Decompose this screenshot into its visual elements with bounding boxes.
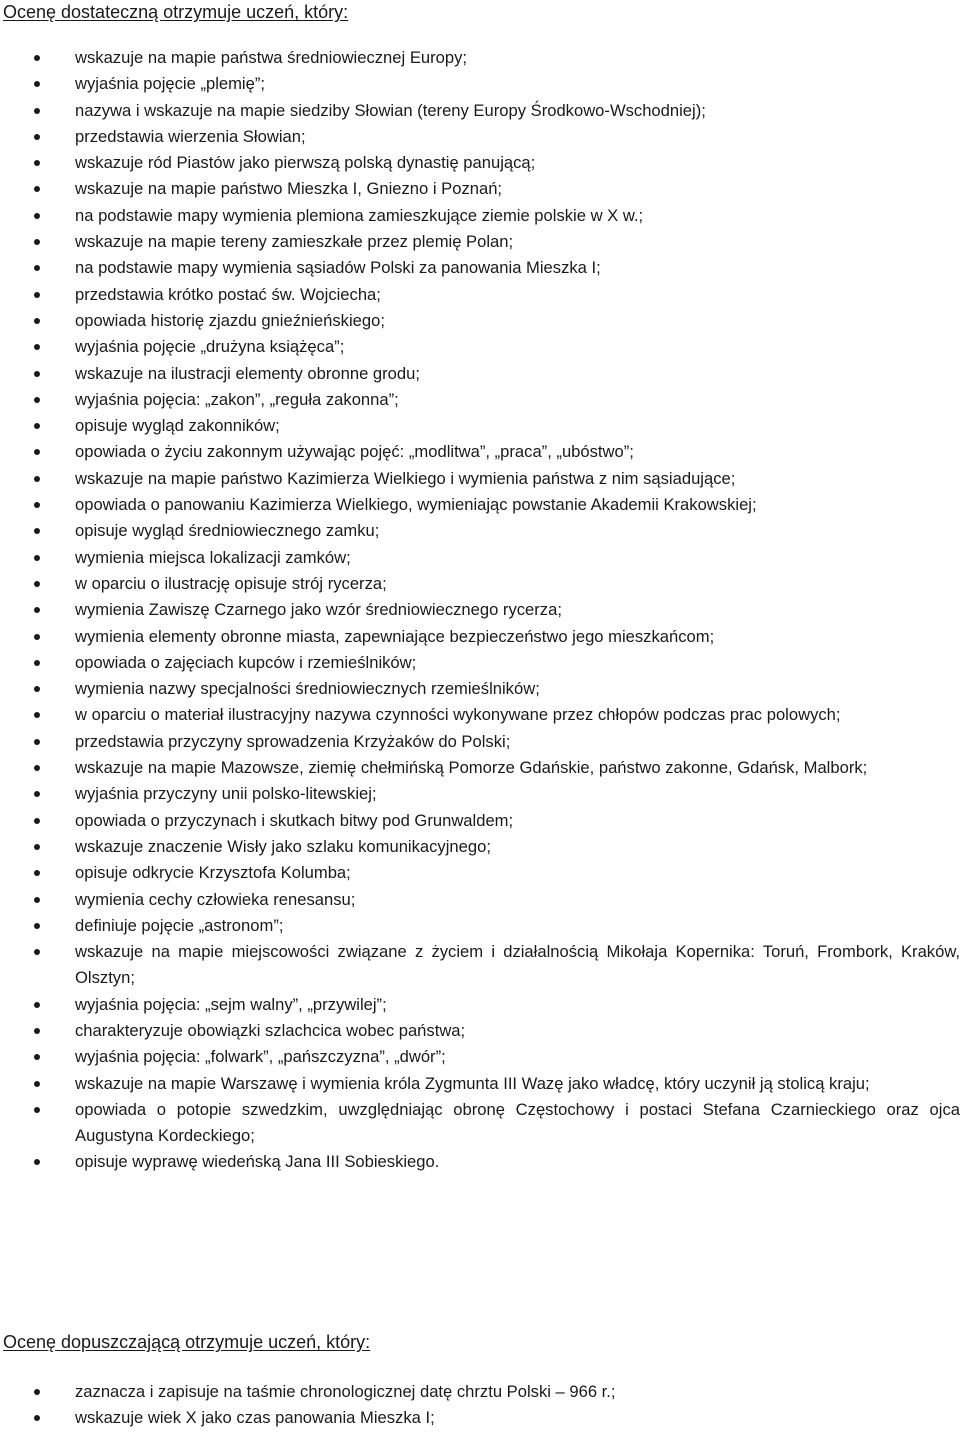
bullet-icon xyxy=(34,476,40,482)
bullet-icon xyxy=(34,1415,40,1421)
bullet-icon xyxy=(34,634,40,640)
list-item-text: wskazuje znaczenie Wisły jako szlaku komunikacyjnego; xyxy=(75,836,491,856)
list-item xyxy=(0,518,960,544)
list-item xyxy=(0,781,960,807)
list-item xyxy=(0,1018,960,1044)
list-item-text: wyjaśnia pojęcia: „sejm walny”, „przywilej”; xyxy=(75,994,387,1014)
bullet-icon xyxy=(34,818,40,824)
list-item-text: opowiada o zajęciach kupców i rzemieślników; xyxy=(75,652,417,672)
list-item-text: przedstawia wierzenia Słowian; xyxy=(75,126,306,146)
list-item-text: wskazuje ród Piastów jako pierwszą polską dynastię panującą; xyxy=(75,153,536,173)
list-item-text: wskazuje na mapie państwa średniowiecznej Europy; xyxy=(75,48,468,67)
list-item-text: na podstawie mapy wymienia sąsiadów Polski za panowania Mieszka I; xyxy=(75,258,601,278)
list-item xyxy=(0,1071,960,1097)
list-item xyxy=(0,755,960,781)
bullet-icon xyxy=(34,765,40,771)
bullet-icon xyxy=(34,1081,40,1087)
list-item-text: definiuje pojęcie „astronom”; xyxy=(75,915,284,935)
bullet-icon xyxy=(34,555,40,561)
list-item xyxy=(0,808,960,834)
list-item xyxy=(0,650,960,676)
list-item xyxy=(0,597,960,623)
list-item-text: w oparciu o ilustrację opisuje strój rycerza; xyxy=(75,573,387,593)
list-item-text: opisuje wygląd średniowiecznego zamku; xyxy=(75,521,380,541)
list-item-text: opowiada o przyczynach i skutkach bitwy pod Grunwaldem; xyxy=(75,810,514,830)
list-item xyxy=(0,1044,960,1070)
list-item xyxy=(0,150,960,176)
bullet-icon xyxy=(34,1054,40,1060)
bullet-icon xyxy=(34,449,40,455)
list-item xyxy=(0,466,960,492)
bullet-icon xyxy=(34,213,40,219)
bullet-icon xyxy=(34,502,40,508)
list-item xyxy=(0,992,960,1018)
list-item-text: wskazuje na mapie miejscowości związane z życiem i działalnością Mikołaja Kopernika: Toruń, Frombork, Kraków, Olsztyn; xyxy=(75,942,960,988)
bullet-icon xyxy=(34,686,40,692)
list-item-text: wskazuje na ilustracji elementy obronne grodu; xyxy=(75,363,420,383)
list-item xyxy=(0,334,960,360)
bullet-icon xyxy=(34,528,40,534)
list-item-text: opisuje odkrycie Krzysztofa Kolumba; xyxy=(75,863,351,883)
bullet-icon xyxy=(34,1028,40,1034)
list-item xyxy=(0,255,960,281)
list-item xyxy=(0,860,960,886)
bullet-icon xyxy=(34,397,40,403)
list-item-text: wyjaśnia przyczyny unii polsko-litewskiej; xyxy=(75,784,377,804)
list-item-text: opisuje wyprawę wiedeńską Jana III Sobieskiego. xyxy=(75,1152,440,1172)
list-item xyxy=(0,98,960,124)
bullet-icon xyxy=(34,318,40,324)
list-item-text: wskazuje na mapie Mazowsze, ziemię chełmińską Pomorze Gdańskie, państwo zakonne, Gdańsk, Malbork; xyxy=(75,758,868,778)
list-item xyxy=(0,729,960,755)
list-item-text: wskazuje na mapie państwo Mieszka I, Gniezno i Poznań; xyxy=(75,179,503,199)
bullet-icon xyxy=(34,423,40,429)
list-item xyxy=(0,229,960,255)
list-item xyxy=(0,676,960,702)
bullet-icon xyxy=(34,186,40,192)
bullet-icon xyxy=(34,923,40,929)
bullet-icon xyxy=(34,607,40,613)
bullet-icon xyxy=(34,1159,40,1165)
bullet-icon xyxy=(34,712,40,718)
list-item xyxy=(0,203,960,229)
list-item-text: wskazuje na mapie tereny zamieszkałe przez plemię Polan; xyxy=(75,232,514,252)
list-item xyxy=(0,45,960,71)
list-item-text: nazywa i wskazuje na mapie siedziby Słowian (tereny Europy Środkowo-Wschodniej); xyxy=(75,100,706,120)
list-item xyxy=(0,308,960,334)
bullet-icon xyxy=(34,108,40,114)
list-item-text: wymienia Zawiszę Czarnego jako wzór średniowiecznego rycerza; xyxy=(75,600,562,620)
section-heading-dopuszczajaca: Ocenę dopuszczającą otrzymuje uczeń, który: xyxy=(3,1332,371,1352)
list-item-text: wskazuje na mapie państwo Kazimierza Wielkiego i wymienia państwa z nim sąsiadujące; xyxy=(75,468,736,488)
list-item xyxy=(0,702,960,728)
list-item-text: wymienia cechy człowieka renesansu; xyxy=(75,889,356,909)
list-item xyxy=(0,1149,960,1175)
bullet-icon xyxy=(34,739,40,745)
list-item-text: wskazuje na mapie Warszawę i wymienia króla Zygmunta III Wazę jako władcę, który uczynił ją stolicą kraju; xyxy=(75,1073,870,1093)
bullet-icon xyxy=(34,265,40,271)
list-item-text: wymienia miejsca lokalizacji zamków; xyxy=(75,547,351,567)
list-item-text: wymienia nazwy specjalności średniowiecznych rzemieślników; xyxy=(75,679,540,699)
criteria-list-dopuszczajaca xyxy=(0,1379,960,1432)
bullet-icon xyxy=(34,239,40,245)
bullet-icon xyxy=(34,134,40,140)
bullet-icon xyxy=(34,160,40,166)
list-item-text: opisuje wygląd zakonników; xyxy=(75,416,280,436)
list-item-text: wymienia elementy obronne miasta, zapewniające bezpieczeństwo jego mieszkańcom; xyxy=(75,626,715,646)
bullet-icon xyxy=(34,791,40,797)
list-item xyxy=(0,545,960,571)
list-item-text: przedstawia krótko postać św. Wojciecha; xyxy=(75,284,381,304)
list-item xyxy=(0,1097,960,1150)
list-item xyxy=(0,834,960,860)
list-item xyxy=(0,1405,960,1431)
list-item xyxy=(0,492,960,518)
bullet-icon xyxy=(34,1107,40,1113)
list-item-text: opowiada o panowaniu Kazimierza Wielkiego, wymieniając powstanie Akademii Krakowskiej; xyxy=(75,495,757,515)
bullet-icon xyxy=(34,1389,40,1395)
bullet-icon xyxy=(34,660,40,666)
list-item xyxy=(0,71,960,97)
list-item xyxy=(0,624,960,650)
list-item xyxy=(0,282,960,308)
list-item-text: przedstawia przyczyny sprowadzenia Krzyżaków do Polski; xyxy=(75,731,511,751)
bullet-icon xyxy=(34,344,40,350)
criteria-list-dostateczna xyxy=(0,45,960,1176)
bullet-icon xyxy=(34,81,40,87)
list-item-text: wyjaśnia pojęcia: „zakon”, „reguła zakonna”; xyxy=(75,389,399,409)
list-item xyxy=(0,571,960,597)
bullet-icon xyxy=(34,292,40,298)
list-item xyxy=(0,387,960,413)
list-item-text: opowiada o życiu zakonnym używając pojęć: „modlitwa”, „praca”, „ubóstwo”; xyxy=(75,442,634,462)
list-item xyxy=(0,887,960,913)
list-item xyxy=(0,439,960,465)
bullet-icon xyxy=(34,844,40,850)
list-item-text: w oparciu o materiał ilustracyjny nazywa czynności wykonywane przez chłopów podczas prac polowych; xyxy=(75,705,841,725)
section-heading-dostateczna: Ocenę dostateczną otrzymuje uczeń, który: xyxy=(3,2,349,22)
bullet-icon xyxy=(34,371,40,377)
list-item xyxy=(0,939,960,992)
bullet-icon xyxy=(34,1002,40,1008)
list-item xyxy=(0,913,960,939)
list-item-text: na podstawie mapy wymienia plemiona zamieszkujące ziemie polskie w X w.; xyxy=(75,205,644,225)
bullet-icon xyxy=(34,581,40,587)
list-item-text: wskazuje wiek X jako czas panowania Mieszka I; xyxy=(75,1408,435,1428)
list-item xyxy=(0,1379,960,1405)
bullet-icon xyxy=(34,55,40,61)
list-item-text: zaznacza i zapisuje na taśmie chronologicznej datę chrztu Polski – 966 r.; xyxy=(75,1382,616,1401)
bullet-icon xyxy=(34,949,40,955)
list-item-text: opowiada historię zjazdu gnieźnieńskiego; xyxy=(75,310,385,330)
list-item xyxy=(0,361,960,387)
list-item xyxy=(0,124,960,150)
list-item-text: wyjaśnia pojęcia: „folwark”, „pańszczyzna”, „dwór”; xyxy=(75,1047,446,1067)
list-item-text: wyjaśnia pojęcie „drużyna książęca”; xyxy=(75,337,345,357)
list-item-text: charakteryzuje obowiązki szlachcica wobec państwa; xyxy=(75,1020,466,1040)
bullet-icon xyxy=(34,870,40,876)
bullet-icon xyxy=(34,897,40,903)
list-item xyxy=(0,176,960,202)
list-item-text: opowiada o potopie szwedzkim, uwzględniając obronę Częstochowy i postaci Stefana Czarnieckiego oraz ojca Augustyna Kordeckiego; xyxy=(75,1099,960,1146)
list-item xyxy=(0,413,960,439)
list-item-text: wyjaśnia pojęcie „plemię”; xyxy=(75,74,265,94)
